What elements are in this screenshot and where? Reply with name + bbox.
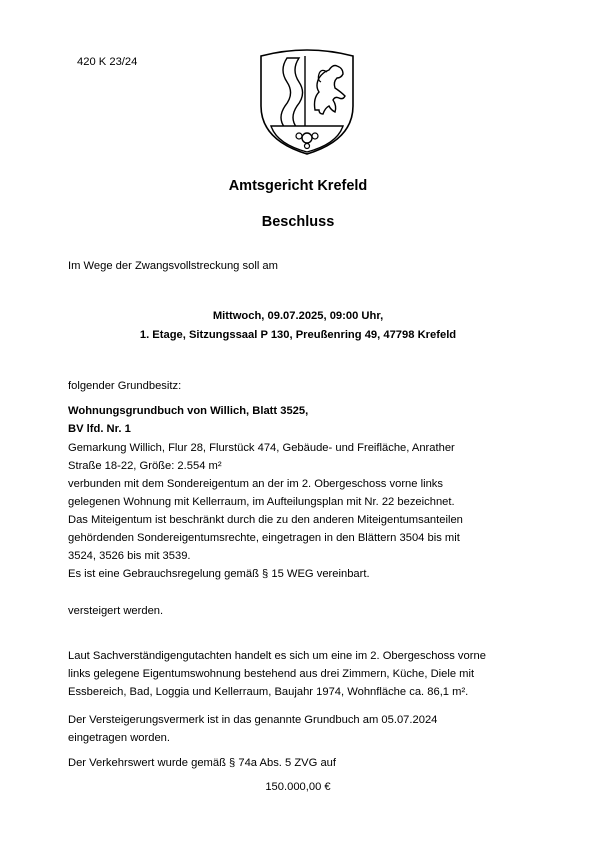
intro-text: Im Wege der Zwangsvollstreckung soll am: [68, 260, 278, 272]
text-line: Straße 18-22, Größe: 2.554 m²: [68, 460, 222, 472]
document-type: Beschluss: [261, 214, 335, 230]
text-line: Essbereich, Bad, Loggia und Kellerraum, Baujahr 1974, Wohnfläche ca. 86,1 m².: [68, 686, 469, 698]
property-title: Wohnungsgrundbuch von Willich, Blatt 3525,: [68, 405, 309, 417]
market-value: 150.000,00 €: [265, 781, 331, 793]
auction-location: 1. Etage, Sitzungssaal P 130, Preußenring 49, 47798 Krefeld: [139, 329, 457, 341]
text-line: Laut Sachverständigengutachten handelt es sich um eine im 2. Obergeschoss vorne: [68, 650, 486, 662]
expert-assessment: [68, 647, 548, 701]
auction-phrase: versteigert werden.: [68, 605, 164, 617]
text-line: verbunden mit dem Sondereigentum an der im 2. Obergeschoss vorne links: [68, 478, 443, 490]
text-line: eingetragen worden.: [68, 732, 171, 744]
coat-of-arms-logo: [257, 48, 357, 156]
text-line: 3524, 3526 bis mit 3539.: [68, 550, 191, 562]
value-intro: Der Verkehrswert wurde gemäß § 74a Abs. 5 ZVG auf: [68, 757, 337, 769]
text-line: gehördenden Sondereigentumsrechte, eingetragen in den Blättern 3504 bis mit: [68, 532, 460, 544]
text-line: Das Miteigentum ist beschränkt durch die zu den anderen Miteigentumsanteilen: [68, 514, 463, 526]
file-number: 420 K 23/24: [77, 56, 138, 68]
property-title-sub: BV lfd. Nr. 1: [68, 423, 131, 435]
property-description: [68, 439, 548, 583]
text-line: Es ist eine Gebrauchsregelung gemäß § 15 WEG vereinbart.: [68, 568, 370, 580]
auction-date: Mittwoch, 09.07.2025, 09:00 Uhr,: [212, 310, 384, 322]
property-intro: folgender Grundbesitz:: [68, 380, 182, 392]
text-line: gelegenen Wohnung mit Kellerraum, im Aufteilungsplan mit Nr. 22 bezeichnet.: [68, 496, 455, 508]
registration-note: [68, 711, 548, 747]
text-line: Gemarkung Willich, Flur 28, Flurstück 474, Gebäude- und Freifläche, Anrather: [68, 442, 455, 454]
text-line: links gelegene Eigentumswohnung bestehend aus drei Zimmern, Küche, Diele mit: [68, 668, 475, 680]
court-name: Amtsgericht Krefeld: [228, 178, 368, 194]
text-line: Der Versteigerungsvermerk ist in das genannte Grundbuch am 05.07.2024: [68, 714, 438, 726]
